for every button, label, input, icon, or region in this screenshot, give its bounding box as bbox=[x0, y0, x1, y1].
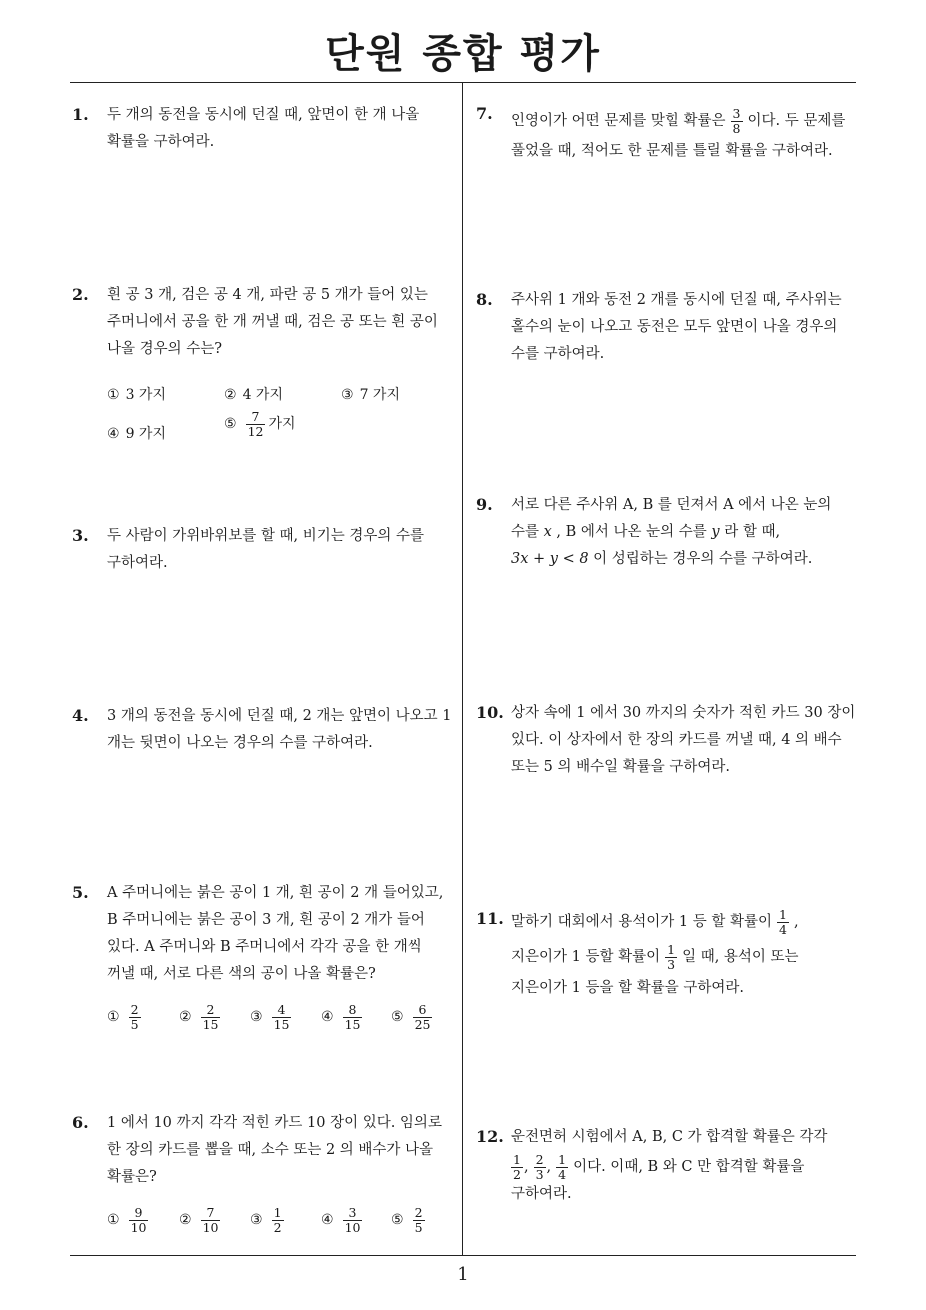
problem-text-line: 서로 다른 주사위 A, B 를 던져서 A 에서 나온 눈의 bbox=[511, 497, 832, 513]
fraction: $\frac{1}{3}$ bbox=[667, 941, 676, 972]
fraction: $\frac{3}{8}$ bbox=[732, 105, 741, 136]
column-divider bbox=[462, 82, 463, 1255]
problem-number: 8. bbox=[476, 290, 493, 309]
page-number: 1 bbox=[457, 1264, 469, 1285]
choice-2[interactable]: ② 4 가지 bbox=[224, 387, 283, 403]
fraction: $\frac{7}{10}$ bbox=[202, 1205, 219, 1235]
problem-text-line: 또는 5 의 배수일 확률을 구하여라. bbox=[511, 759, 730, 775]
problem-text-line: 한 장의 카드를 뽑을 때, 소수 또는 2 의 배수가 나올 bbox=[107, 1142, 434, 1158]
problem-number: 7. bbox=[476, 104, 493, 123]
fraction: $\frac{1}{4}$ bbox=[558, 1151, 567, 1182]
choice-3[interactable]: ③ $\frac{4}{15}$ bbox=[250, 1002, 290, 1032]
fraction: $\frac{4}{15}$ bbox=[273, 1002, 290, 1032]
fraction: $\frac{1}{4}$ bbox=[779, 906, 787, 937]
problem-text-line: 상자 속에 1 에서 30 까지의 숫자가 적힌 카드 30 장이 bbox=[511, 705, 856, 721]
choice-5[interactable]: ⑤ $\frac{2}{5}$ bbox=[391, 1205, 423, 1235]
page-title: 단원 종합 평가 bbox=[325, 31, 601, 77]
problem-text-line: 운전면허 시험에서 A, B, C 가 합격할 확률은 각각 bbox=[511, 1129, 828, 1145]
bottom-rule bbox=[70, 1255, 856, 1256]
problem-text-line: 두 사람이 가위바위보를 할 때, 비기는 경우의 수를 bbox=[107, 528, 425, 544]
problem-number: 4. bbox=[72, 706, 89, 725]
fraction: $\frac{1}{2}$ bbox=[273, 1205, 282, 1235]
choice-2[interactable]: ② $\frac{7}{10}$ bbox=[179, 1205, 219, 1235]
fraction: $\frac{2}{5}$ bbox=[130, 1002, 139, 1032]
problem-text-line: 이다. 두 문제를 bbox=[747, 112, 846, 129]
problem-number: 12. bbox=[476, 1127, 504, 1146]
problem-number: 2. bbox=[72, 285, 89, 304]
choice-4[interactable]: ④ 9 가지 bbox=[107, 426, 166, 442]
problem-number: 9. bbox=[476, 495, 493, 514]
math-variable: x bbox=[543, 524, 552, 540]
choice-2[interactable]: ② $\frac{2}{15}$ bbox=[179, 1002, 219, 1032]
fraction: $\frac{2}{3}$ bbox=[535, 1151, 544, 1182]
problem-number: 5. bbox=[72, 883, 89, 902]
math-variable: y bbox=[711, 524, 720, 540]
choice-1[interactable]: ① 3 가지 bbox=[107, 387, 166, 403]
problem-text-line: 홀수의 눈이 나오고 동전은 모두 앞면이 나올 경우의 bbox=[511, 319, 838, 335]
fraction: $\frac{6}{25}$ bbox=[414, 1002, 431, 1032]
problem-text-line: 지은이가 1 등을 할 확률을 구하여라. bbox=[511, 980, 744, 996]
problem-text-line: 인영이가 어떤 문제를 맞힐 확률은 bbox=[511, 112, 726, 129]
fraction: $\frac{9}{10}$ bbox=[130, 1205, 147, 1235]
problem-text-line: 풀었을 때, 적어도 한 문제를 틀릴 확률을 구하여라. bbox=[511, 143, 833, 159]
problem-text-line: 수를 구하여라. bbox=[511, 346, 605, 362]
problem-number: 10. bbox=[476, 703, 504, 722]
problem-text-line: 주사위 1 개와 동전 2 개를 동시에 던질 때, 주사위는 bbox=[511, 292, 842, 308]
choice-1[interactable]: ① $\frac{9}{10}$ bbox=[107, 1205, 147, 1235]
problem-text-line: 나올 경우의 수는? bbox=[107, 341, 223, 357]
problem-number: 1. bbox=[72, 105, 89, 124]
choice-1[interactable]: ① $\frac{2}{5}$ bbox=[107, 1002, 139, 1032]
problem-text-line: 주머니에서 공을 한 개 꺼낼 때, 검은 공 또는 흰 공이 bbox=[107, 314, 438, 330]
problem-text-line: 두 개의 동전을 동시에 던질 때, 앞면이 한 개 나올 bbox=[107, 107, 420, 123]
problem-number: 11. bbox=[476, 909, 504, 928]
problem-text-line: 구하여라. bbox=[511, 1186, 572, 1202]
problem-text-line: 꺼낼 때, 서로 다른 색의 공이 나올 확률은? bbox=[107, 966, 376, 982]
fraction: $\frac{1}{2}$ bbox=[513, 1151, 521, 1182]
problem-text-line: 있다. 이 상자에서 한 장의 카드를 꺼낼 때, 4 의 배수 bbox=[511, 732, 842, 748]
choice-3[interactable]: ③ $\frac{1}{2}$ bbox=[250, 1205, 282, 1235]
problem-text-line: A 주머니에는 붉은 공이 1 개, 흰 공이 2 개 들어있고, bbox=[107, 885, 444, 901]
fraction: $\frac{7}{12}$ bbox=[247, 409, 264, 439]
fraction: $\frac{2}{5}$ bbox=[414, 1205, 423, 1235]
problem-text-line: 흰 공 3 개, 검은 공 4 개, 파란 공 5 개가 들어 있는 bbox=[107, 287, 428, 303]
problem-text-line: 3 개의 동전을 동시에 던질 때, 2 개는 앞면이 나오고 1 bbox=[107, 708, 452, 724]
problem-text-line: 1 에서 10 까지 각각 적힌 카드 10 장이 있다. 임의로 bbox=[107, 1115, 442, 1131]
problem-text-line: 확률을 구하여라. bbox=[107, 134, 215, 150]
problem-number: 3. bbox=[72, 526, 89, 545]
fraction: $\frac{8}{15}$ bbox=[344, 1002, 361, 1032]
choice-3[interactable]: ③ 7 가지 bbox=[341, 387, 400, 403]
problem-text-line: 개는 뒷면이 나오는 경우의 수를 구하여라. bbox=[107, 735, 373, 751]
inequality: 3x + y < 8 bbox=[511, 551, 589, 567]
problem-number: 6. bbox=[72, 1113, 89, 1132]
choice-5[interactable]: ⑤ $\frac{6}{25}$ bbox=[391, 1002, 431, 1032]
choice-4[interactable]: ④ $\frac{3}{10}$ bbox=[321, 1205, 361, 1235]
fraction: $\frac{3}{10}$ bbox=[344, 1205, 361, 1235]
problem-text-line: 구하여라. bbox=[107, 555, 168, 571]
problem-text-line: B 주머니에는 붉은 공이 3 개, 흰 공이 2 개가 들어 bbox=[107, 912, 425, 928]
problem-text-line: 확률은? bbox=[107, 1169, 157, 1185]
fraction: $\frac{2}{15}$ bbox=[202, 1002, 219, 1032]
problem-text-line: 있다. A 주머니와 B 주머니에서 각각 공을 한 개씩 bbox=[107, 939, 422, 955]
top-rule bbox=[70, 82, 856, 83]
choice-5[interactable]: ⑤ $\frac{7}{12}$ 가지 bbox=[224, 409, 296, 439]
choice-4[interactable]: ④ $\frac{8}{15}$ bbox=[321, 1002, 361, 1032]
